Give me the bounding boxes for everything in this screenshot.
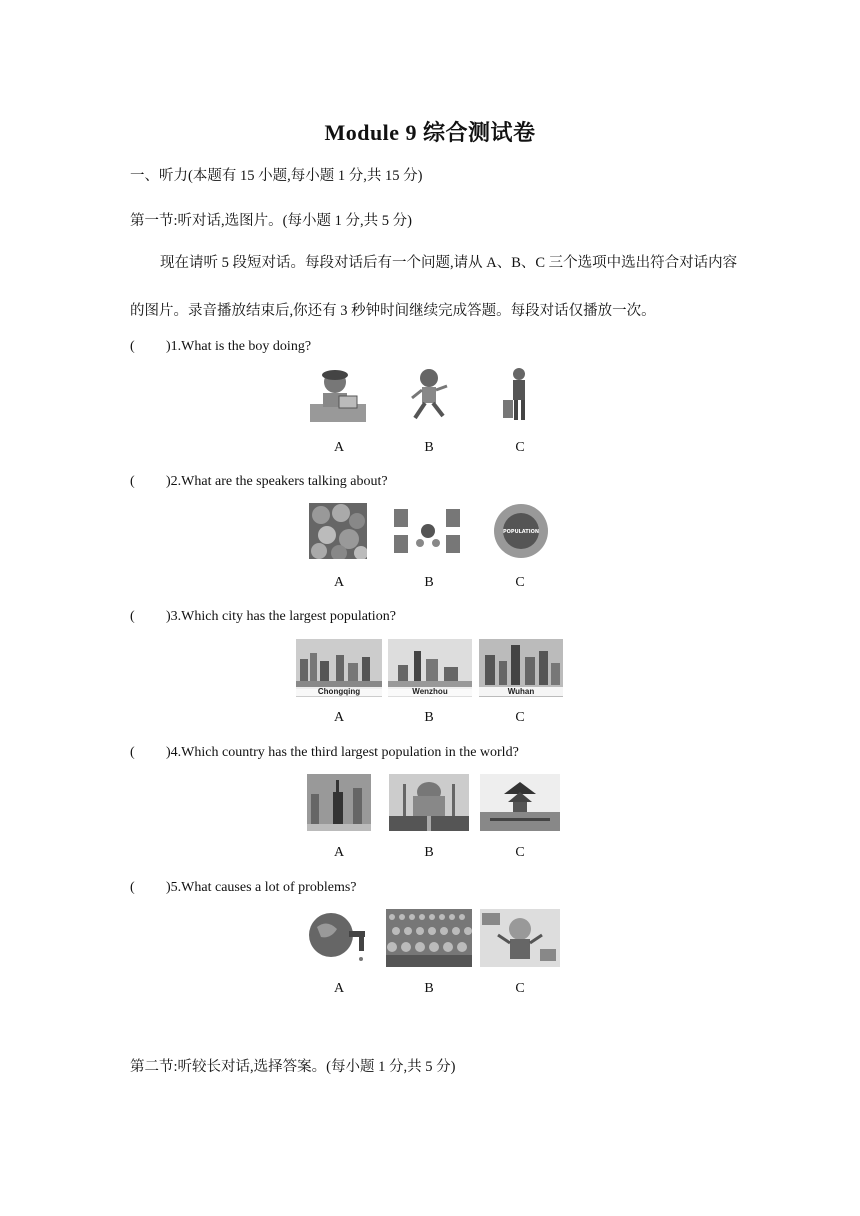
option-a-label: A <box>333 845 345 860</box>
crowd-image <box>386 909 472 967</box>
boy-running-image <box>401 366 457 424</box>
question-text: 2.What are the speakers talking about? <box>170 474 388 489</box>
answer-blank[interactable]: ( <box>130 339 135 354</box>
question-4: ( )4.Which country has the third largest population in the world? <box>130 745 519 760</box>
svg-text:POPULATION: POPULATION <box>502 529 540 535</box>
answer-blank[interactable]: ( <box>130 880 135 895</box>
option-a-label: A <box>333 575 345 590</box>
answer-blank[interactable]: ( <box>130 745 135 760</box>
question-4-images <box>0 774 860 834</box>
wuhan-city-image <box>479 639 563 697</box>
city-caption: Wenzhou <box>388 687 472 696</box>
wenzhou-city-image <box>388 639 472 697</box>
option-b-label: B <box>424 710 434 725</box>
question-text: 1.What is the boy doing? <box>170 339 312 354</box>
option-b-label: B <box>424 440 434 455</box>
part-heading: 一、听力(本题有 15 小题,每小题 1 分,共 15 分) <box>130 168 423 184</box>
city-caption: Wuhan <box>479 687 563 696</box>
question-1: ( )1.What is the boy doing? <box>130 339 312 354</box>
chinese-pavilion-image <box>480 774 560 831</box>
option-b-label: B <box>424 575 434 590</box>
taj-mahal-image <box>389 774 469 831</box>
question-5-images <box>0 909 860 969</box>
option-a-label: A <box>333 710 345 725</box>
option-c-label: C <box>515 981 525 996</box>
option-c-label: C <box>515 440 525 455</box>
instructions <box>130 239 740 335</box>
question-2: ( )2.What are the speakers talking about? <box>130 474 388 489</box>
section-2-heading: 第二节:听较长对话,选择答案。(每小题 1 分,共 5 分) <box>130 1059 456 1075</box>
instructions-text: 现在请听 5 段短对话。每段对话后有一个问题,请从 A、B、C 三个选项中选出符合对话内容的图片。录音播放结束后,你还有 3 秒钟时间继续完成答题。每段对话仅播放一次。 <box>130 255 738 319</box>
boy-at-laptop-image <box>305 366 371 424</box>
answer-blank[interactable]: ( <box>130 609 135 624</box>
question-5: ( )5.What causes a lot of problems? <box>130 880 357 895</box>
option-b-label: B <box>424 845 434 860</box>
question-text: 4.Which country has the third largest population in the world? <box>170 745 519 760</box>
question-1-images <box>0 366 860 426</box>
section-1-heading: 第一节:听对话,选图片。(每小题 1 分,共 5 分) <box>130 213 412 229</box>
option-c-label: C <box>515 575 525 590</box>
traveller-with-suitcase-image <box>497 366 537 424</box>
earth-tap-image <box>303 909 373 967</box>
option-c-label: C <box>515 710 525 725</box>
option-b-label: B <box>424 981 434 996</box>
question-text: 5.What causes a lot of problems? <box>170 880 357 895</box>
page-title: Module 9 综合测试卷 <box>324 120 536 145</box>
option-a-label: A <box>333 981 345 996</box>
option-a-label: A <box>333 440 345 455</box>
option-c-label: C <box>515 845 525 860</box>
city-caption: Chongqing <box>296 687 382 696</box>
stressed-boy-image <box>480 909 560 967</box>
statue-of-liberty-image <box>307 774 371 831</box>
rubbish-bins-image <box>388 503 468 559</box>
question-text: 3.Which city has the largest population? <box>170 609 396 624</box>
population-circle-image <box>492 503 550 559</box>
question-3: ( )3.Which city has the largest population? <box>130 609 396 624</box>
question-3-images <box>0 639 860 699</box>
question-2-images <box>0 503 860 563</box>
coins-image <box>309 503 367 559</box>
chongqing-city-image <box>296 639 382 697</box>
answer-blank[interactable]: ( <box>130 474 135 489</box>
